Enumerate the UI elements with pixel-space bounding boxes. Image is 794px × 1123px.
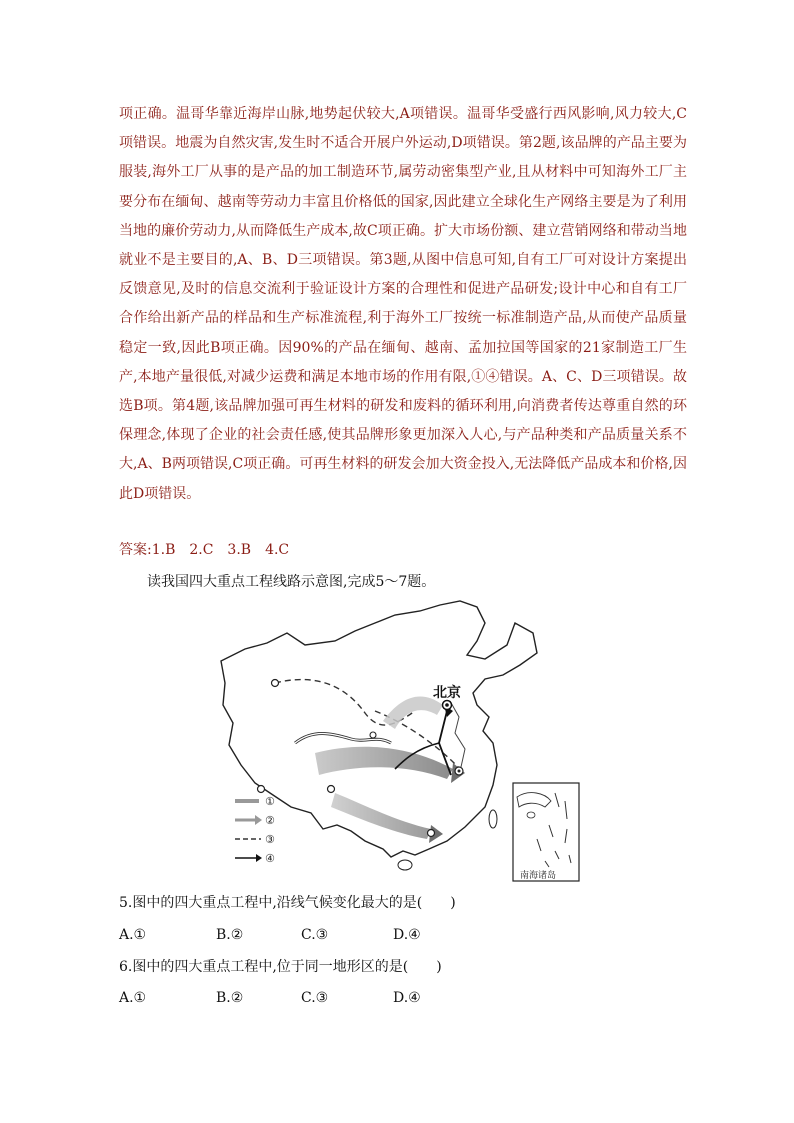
tibet-marker [258, 786, 265, 793]
q6-option-a[interactable]: A.① [119, 990, 147, 1006]
map-figure [215, 593, 585, 885]
map-legend [235, 795, 275, 865]
taiwan-island [489, 810, 497, 828]
q5-option-d[interactable]: D.④ [393, 927, 421, 943]
china-project-map [215, 593, 585, 885]
legend-item-1: ① [265, 795, 275, 808]
q5-option-a[interactable]: A.① [119, 927, 147, 943]
answer-line: 答案:1.B 2.C 3.B 4.C [119, 542, 290, 558]
inset-label: 南海诸岛 [520, 871, 557, 881]
legend-item-2: ② [265, 814, 275, 827]
sichuan-marker [328, 786, 335, 793]
legend-item-4: ④ [265, 852, 275, 865]
q6-option-c[interactable]: C.③ [301, 990, 329, 1006]
q6-option-b[interactable]: B.② [216, 990, 244, 1006]
q5-option-b[interactable]: B.② [216, 927, 244, 943]
question-intro: 读我国四大重点工程线路示意图,完成5～7题。 [147, 574, 436, 590]
question-5-stem: 5.图中的四大重点工程中,沿线气候变化最大的是( ) [119, 895, 456, 911]
guangdong-marker [428, 830, 435, 837]
question-6-stem: 6.图中的四大重点工程中,位于同一地形区的是( ) [119, 959, 442, 975]
q5-option-c[interactable]: C.③ [301, 927, 329, 943]
q6-option-d[interactable]: D.④ [393, 990, 421, 1006]
legend-item-3: ③ [265, 833, 275, 846]
south-china-sea-inset [513, 783, 579, 881]
hainan-island [398, 860, 412, 870]
explanation-paragraph: 项正确。温哥华靠近海岸山脉,地势起伏较大,A项错误。温哥华受盛行西风影响,风力较大,C项错误。地震为自然灾害,发生时不适合开展户外运动,D项错误。第2题,该品牌的产品主要为服装,海外工厂从事的是产品的加工制造环节,属劳动密集型产业,且从材料中可知海外工厂主要分布在缅甸、越南等劳动力丰富且价格低的国家,因此建立全球化生产网络主要是为了利用当地的廉价劳动力,从而降低生产成本,故C项正确。扩大市场份额、建立营销网络和带动当地就业不是主要目的,A、B、D三项错误。第3题,从图中信息可知,自有工厂可对设计方案提出反馈意见,及时的信息交流利于验证设计方案的合理性和促进产品研发;设计中心和自有工厂合作给出新产品的样品和生产标准流程,利于海外工厂按统一标准制造产品,从而使产品质量稳定一致,因此B项正确。因90%的产品在缅甸、越南、孟加拉国等国家的21家制造工厂生产,本地产量很低,对减少运费和满足本地市场的作用有限,①④错误。A、C、D三项错误。故选B项。第4题,该品牌加强可再生材料的研发和废料的循环利用,向消费者传达尊重自然的环保理念,体现了企业的社会责任感,使其品牌形象更加深入人心,与产品种类和产品质量关系不大,A、B两项错误,C项正确。可再生材料的研发会加大资金投入,无法降低产品成本和价格,因此D项错误。 [119, 106, 687, 502]
start-marker-west [272, 680, 279, 687]
beijing-label: 北京 [433, 685, 461, 701]
